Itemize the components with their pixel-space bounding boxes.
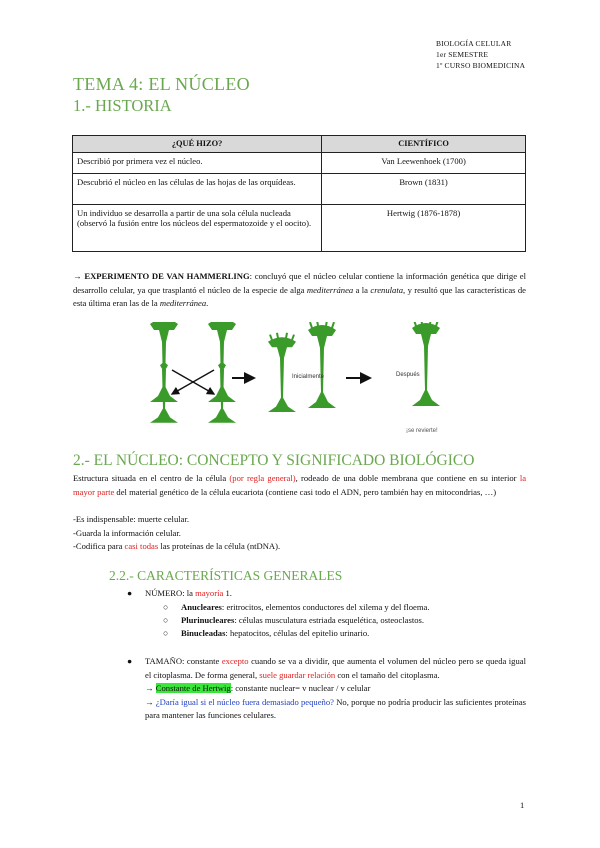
highlight-red: excepto xyxy=(221,656,249,666)
subsection-heading-caracteristicas: 2.2.- CARACTERÍSTICAS GENERALES xyxy=(109,568,343,583)
column-header-scientist: CIENTÍFICO xyxy=(322,136,526,153)
hammerling-experiment-figure xyxy=(150,322,460,440)
cell-scientist: Brown (1831) xyxy=(322,174,526,205)
table-header-row xyxy=(73,136,526,153)
figure-label-after: Después xyxy=(396,372,420,378)
cell-type-text: : células musculatura estriada esquelética, osteoclastos. xyxy=(234,615,425,625)
cell-what: Un individuo se desarrolla a partir de una sola célula nucleada (observó la fusión entre los núcleos del espermatozoide y el oocito). xyxy=(73,205,322,252)
numero-item xyxy=(145,587,232,601)
experiment-paragraph xyxy=(73,270,526,311)
experiment-text: : concluyó que el núcleo celular contiene la información genética que dirige el desarrollo celular, ya que trasplantó el núcleo de la especie de alga xyxy=(73,271,526,295)
header-semester: 1er SEMESTRE xyxy=(436,50,489,59)
table-row xyxy=(73,205,526,252)
page-title: TEMA 4: EL NÚCLEO xyxy=(73,74,250,94)
cell-what: Describió por primera vez el núcleo. xyxy=(73,153,322,174)
cell-type-bold: Plurinucleares xyxy=(181,615,235,625)
highlight-red: suele guardar relación xyxy=(259,669,336,680)
tamano-item xyxy=(145,655,526,723)
table-row xyxy=(73,174,526,205)
page-number: 1 xyxy=(520,800,525,810)
highlight-red: mayoría xyxy=(195,588,224,598)
cell-type-text: : hepatocitos, células del epitelio urinario. xyxy=(225,628,370,638)
list-text: -Codifica para xyxy=(73,541,125,551)
section-heading-historia: 1.- HISTORIA xyxy=(73,96,172,115)
list-text: las proteínas de la célula (ntDNA). xyxy=(158,541,281,551)
concept-text: Estructura situada en el centro de la célula xyxy=(73,473,230,483)
bullet-icon: ● xyxy=(127,588,133,598)
list-item xyxy=(181,601,430,615)
list-item xyxy=(181,614,424,628)
regenerated-alga-icon xyxy=(268,333,296,412)
section-heading-concepto: 2.- EL NÚCLEO: CONCEPTO Y SIGNIFICADO BIOLÓGICO xyxy=(73,452,475,469)
cell-type-bold: Binucleadas xyxy=(181,628,226,638)
tamano-text: con el tamaño del citoplasma. xyxy=(335,669,440,680)
regenerated-alga-icon xyxy=(308,322,336,408)
experiment-text: . xyxy=(206,298,209,308)
list-item: -Guarda la información celular. xyxy=(73,527,181,538)
list-item xyxy=(181,627,369,641)
figure-label-reverts: ¡se revierte! xyxy=(406,428,438,434)
list-item xyxy=(73,540,526,554)
concept-text: del material genético de la célula eucariota (contiene casi todo el ADN, pero también hay en mitocondrias, …) xyxy=(114,486,497,497)
tamano-text: TAMAÑO: constante xyxy=(145,656,222,666)
header-course: BIOLOGÍA CELULAR xyxy=(436,39,512,48)
species-name: mediterránea xyxy=(306,284,354,295)
highlight-red: casi todas xyxy=(124,541,159,551)
highlight-red: (por regla general) xyxy=(229,473,296,483)
concept-paragraph xyxy=(73,472,526,499)
numero-tail: 1. xyxy=(223,588,232,598)
circle-bullet-icon: ○ xyxy=(163,602,169,612)
concept-text: , rodeado de una doble membrana que contiene en su interior xyxy=(295,473,520,483)
question-blue: ¿Daría igual si el núcleo fuera demasiado pequeño? xyxy=(155,696,334,707)
experiment-title: EXPERIMENTO DE VAN HAMMERLING xyxy=(84,271,250,281)
final-alga-icon xyxy=(412,322,440,406)
species-name: crenulata xyxy=(370,284,404,295)
bullet-icon: ● xyxy=(127,656,133,666)
cell-scientist: Hertwig (1876-1878) xyxy=(322,205,526,252)
species-name: mediterránea xyxy=(159,298,207,308)
table-row xyxy=(73,153,526,174)
cell-what: Descubrió el núcleo en las células de las hojas de las orquídeas. xyxy=(73,174,322,205)
history-table xyxy=(72,135,526,252)
figure-label-initially: Inicialmente xyxy=(292,374,325,380)
circle-bullet-icon: ○ xyxy=(163,628,169,638)
numero-label: NÚMERO: la xyxy=(145,588,196,598)
tamano-text: cuando se va a dividir, que aumenta el volumen del núcleo pero se queda igual el citoplasma. De forma general, xyxy=(145,656,526,680)
header-degree: 1º CURSO BIOMEDICINA xyxy=(436,61,526,70)
cell-scientist: Van Leewenhoek (1700) xyxy=(322,153,526,174)
experiment-text: , y resultó que las características de esta última eran las de la xyxy=(73,284,526,308)
list-item: -Es indispensable: muerte celular. xyxy=(73,514,189,524)
arrow-icon: → xyxy=(73,271,82,281)
highlight-red: la mayor parte xyxy=(73,473,527,497)
cell-type-text: : eritrocitos, elementos conductores del xilema y del floema. xyxy=(221,602,430,612)
arrow-icon: → xyxy=(145,683,154,693)
column-header-what: ¿QUÉ HIZO? xyxy=(73,136,322,153)
arrow-icon: → xyxy=(145,696,154,707)
experiment-text: a la xyxy=(353,284,371,295)
concept-list xyxy=(73,513,526,554)
tamano-text: : constante nuclear= v nuclear / v celular xyxy=(230,683,371,693)
tamano-text: No, porque no podría producir las suficientes proteínas para mantener las funciones celulares. xyxy=(145,696,526,720)
highlight-green: Constante de Hertwig xyxy=(155,683,231,693)
document-header xyxy=(436,38,525,71)
cell-type-bold: Anucleares xyxy=(181,602,222,612)
circle-bullet-icon: ○ xyxy=(163,615,169,625)
